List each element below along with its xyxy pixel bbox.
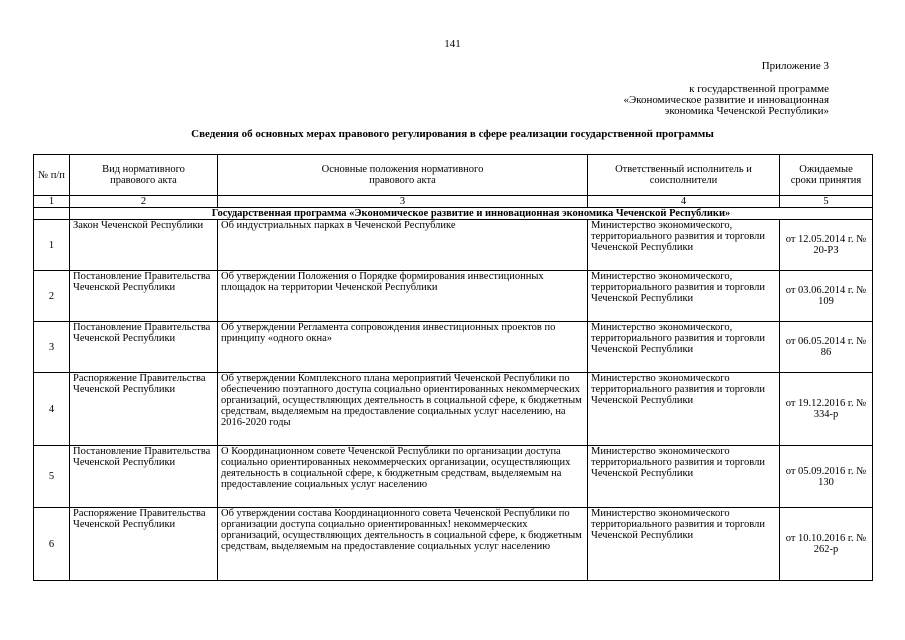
- row-deadline: от 06.05.2014 г. № 86: [780, 322, 873, 373]
- table-header-row: [34, 155, 873, 196]
- table-row: [34, 508, 873, 581]
- row-num: 3: [34, 322, 70, 373]
- appendix-label: Приложение 3: [761, 60, 829, 72]
- header-deadline: Ожидаемые сроки принятия: [780, 155, 873, 196]
- header-act-type: Вид нормативного правового акта: [70, 155, 218, 196]
- program-row: [34, 208, 873, 220]
- row-executor: Министерство экономического территориального развития и торговли Чеченской Республики: [588, 373, 780, 446]
- table-row: [34, 446, 873, 508]
- row-executor: Министерство экономического, территориального развития и торговли Чеченской Республики: [588, 322, 780, 373]
- row-provisions: Об утверждении Регламента сопровождения инвестиционных проектов по принципу «одного окна»: [218, 322, 588, 373]
- table-row: [34, 220, 873, 271]
- row-provisions: Об индустриальных парках в Чеченской Республике: [218, 220, 588, 271]
- page-number: 141: [444, 38, 461, 50]
- row-provisions: О Координационном совете Чеченской Республики по организации доступа социально ориентированных некоммерческих организации, осуществляющих деятельность в социальной сфере, к бюджетным средствам, выделяемым на предоставление социальных услуг населению: [218, 446, 588, 508]
- appendix-ref-line: к государственной программе: [689, 83, 829, 95]
- column-number: 4: [588, 196, 780, 208]
- row-deadline: от 03.06.2014 г. № 109: [780, 271, 873, 322]
- row-executor: Министерство экономического территориального развития и торговли Чеченской Республики: [588, 446, 780, 508]
- row-executor: Министерство экономического территориального развития и торговли Чеченской Республики: [588, 508, 780, 581]
- row-num: 4: [34, 373, 70, 446]
- column-number: 1: [34, 196, 70, 208]
- row-act-type: Постановление Правительства Чеченской Республики: [70, 322, 218, 373]
- row-num: 2: [34, 271, 70, 322]
- row-deadline: от 10.10.2016 г. № 262-р: [780, 508, 873, 581]
- row-act-type: Постановление Правительства Чеченской Республики: [70, 271, 218, 322]
- row-deadline: от 19.12.2016 г. № 334-р: [780, 373, 873, 446]
- row-provisions: Об утверждении Комплексного плана мероприятий Чеченской Республики по обеспечению поэтапного доступа социально ориентированных некоммерческих организаций, осуществляющих деятельность в социальной сфере, к бюджетным средствам, выделяемым на предоставление социальных услуг населению, на 2016-2020 годы: [218, 373, 588, 446]
- row-num: 1: [34, 220, 70, 271]
- row-act-type: Распоряжение Правительства Чеченской Республики: [70, 373, 218, 446]
- table-row: [34, 322, 873, 373]
- table-row: [34, 373, 873, 446]
- program-title: Государственная программа «Экономическое развитие и инновационная экономика Чеченской Республики»: [70, 208, 873, 220]
- column-number: 3: [218, 196, 588, 208]
- document-title: Сведения об основных мерах правового регулирования в сфере реализации государственной программы: [191, 128, 714, 140]
- row-num: 5: [34, 446, 70, 508]
- row-provisions: Об утверждении Положения о Порядке формирования инвестиционных площадок на территории Чеченской Республики: [218, 271, 588, 322]
- measures-table: [33, 154, 873, 581]
- row-deadline: от 12.05.2014 г. № 20-РЗ: [780, 220, 873, 271]
- header-num: № п/п: [34, 155, 70, 196]
- row-act-type: Распоряжение Правительства Чеченской Республики: [70, 508, 218, 581]
- table-row: [34, 271, 873, 322]
- header-executor: Ответственный исполнитель и соисполнители: [588, 155, 780, 196]
- row-act-type: Постановление Правительства Чеченской Республики: [70, 446, 218, 508]
- column-number: 2: [70, 196, 218, 208]
- appendix-ref-line: «Экономическое развитие и инновационная: [623, 94, 829, 106]
- row-executor: Министерство экономического, территориального развития и торговли Чеченской Республики: [588, 220, 780, 271]
- appendix-ref-line: экономика Чеченской Республики»: [664, 105, 829, 117]
- column-number-row: [34, 196, 873, 208]
- row-num: 6: [34, 508, 70, 581]
- row-executor: Министерство экономического, территориального развития и торговли Чеченской Республики: [588, 271, 780, 322]
- row-deadline: от 05.09.2016 г. № 130: [780, 446, 873, 508]
- row-provisions: Об утверждении состава Координационного совета Чеченской Республики по организации доступа социально ориентированных! некоммерческих организаций, осуществляющих деятельность в социальной сфере, к бюджетным средствам, выделяемым на предоставление социальных услуг населению: [218, 508, 588, 581]
- row-act-type: Закон Чеченской Республики: [70, 220, 218, 271]
- header-provisions: Основные положения нормативного правового акта: [218, 155, 588, 196]
- column-number: [34, 208, 70, 220]
- column-number: 5: [780, 196, 873, 208]
- appendix-reference: [623, 84, 829, 117]
